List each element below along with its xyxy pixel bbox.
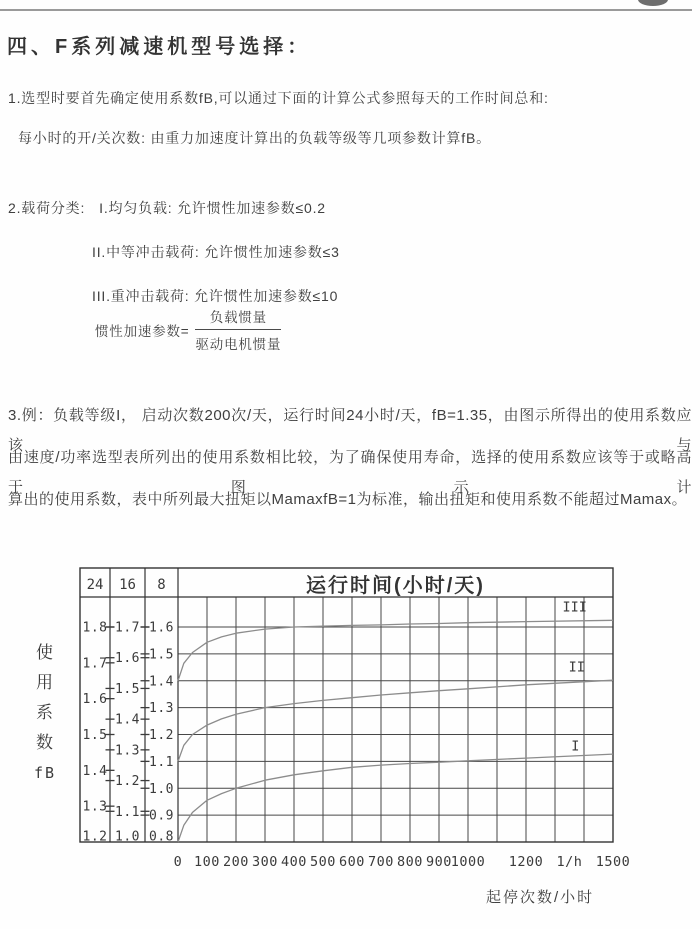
fb-scale-label: 1.2 xyxy=(149,728,174,743)
fb-scale-label: 1.2 xyxy=(82,829,108,845)
y-axis-label-char: 数 xyxy=(36,733,54,752)
step1-line1: 1.选型时要首先确定使用系数fB,可以通过下面的计算公式参照每天的工作时间总和: xyxy=(8,90,549,106)
fb-scale-label: 0.9 xyxy=(149,808,174,824)
curve-label-III: III xyxy=(562,599,587,616)
x-tick-label: 600 xyxy=(339,854,365,870)
curve-label-II: II xyxy=(568,659,585,676)
fb-scale-label: 0.8 xyxy=(149,829,174,845)
step2-label: 2.载荷分类: xyxy=(8,200,86,216)
example-line-3: 算出的使用系数，表中所列最大扭矩以MamaxfB=1为标准，输出扭矩和使用系数不能超过Mamax。 xyxy=(8,491,688,508)
logo-fragment-icon xyxy=(638,0,668,6)
fb-scale-label: 1.5 xyxy=(149,647,174,663)
fb-scale-label: 1.5 xyxy=(82,728,108,743)
fb-scale-label: 1.7 xyxy=(82,656,108,672)
x-tick-label: 1500 xyxy=(595,854,631,870)
x-tick-label: 800 xyxy=(397,854,423,870)
section-title: 四、F系列减速机型号选择： xyxy=(7,36,312,58)
inertia-formula xyxy=(95,306,281,353)
fb-scale-label: 1.3 xyxy=(149,701,174,717)
fb-scale-label: 1.1 xyxy=(149,754,174,770)
formula-denominator: 驱动电机惯量 xyxy=(195,337,282,352)
fb-scale-label: 1.3 xyxy=(115,743,140,759)
fb-scale-label: 1.0 xyxy=(115,829,140,845)
top-rule xyxy=(0,9,692,11)
example-line-2: 由速度/功率选型表所列出的使用系数相比较，为了确保使用寿命，选择的使用系数应该等于或略高于图示计 xyxy=(8,449,692,496)
fb-scale-label: 1.7 xyxy=(115,620,140,636)
fb-scale-label: 1.5 xyxy=(115,681,140,697)
x-tick-label: 300 xyxy=(252,854,278,870)
y-axis-label-char: 系 xyxy=(36,703,54,722)
x-tick-label: 700 xyxy=(368,854,394,870)
y-axis-label xyxy=(28,638,62,788)
x-tick-label: 400 xyxy=(281,854,307,870)
curve-label-I: I xyxy=(571,738,580,755)
fb-scale-label: 1.6 xyxy=(149,620,174,636)
load-class-item-3: III.重冲击载荷: 允许惯性加速参数≤10 xyxy=(92,288,339,304)
fb-scale-label: 1.3 xyxy=(82,799,108,815)
curve-I xyxy=(178,754,613,842)
formula-numerator: 负载惯量 xyxy=(195,306,281,330)
y-axis-label-char: fB xyxy=(33,764,57,782)
fb-chart-canvas xyxy=(0,555,700,929)
hours-column-header: 16 xyxy=(119,577,136,593)
curve-III xyxy=(178,620,613,681)
fb-scale-label: 1.4 xyxy=(82,763,108,779)
hours-column-header: 24 xyxy=(86,577,104,593)
y-axis-label-char: 使 xyxy=(36,643,54,662)
load-class-item-2: II.中等冲击载荷: 允许惯性加速参数≤3 xyxy=(92,244,340,260)
y-axis-label-char: 用 xyxy=(36,673,54,692)
formula-fraction xyxy=(195,306,281,353)
step2-row xyxy=(8,198,326,218)
formula-lhs: 惯性加速参数= xyxy=(95,323,190,339)
example-line-1: 3.例：负载等级I， 启动次数200次/天，运行时间24小时/天，fB=1.35，由图示所得出的使用系数应该与 xyxy=(8,407,692,454)
fb-scale-label: 1.8 xyxy=(82,620,108,636)
curve-II xyxy=(178,680,613,761)
step3-example xyxy=(8,401,692,527)
fb-scale-label: 1.1 xyxy=(115,804,140,820)
fb-scale-label: 1.4 xyxy=(149,674,174,690)
hours-column-header: 8 xyxy=(157,577,166,593)
x-tick-label: 1/h xyxy=(556,854,583,870)
load-class-item-1: I.均匀负载: 允许惯性加速参数≤0.2 xyxy=(99,200,326,216)
x-tick-label: 500 xyxy=(310,854,336,870)
fb-scale-label: 1.6 xyxy=(115,651,140,667)
x-tick-label: 1000 xyxy=(450,854,486,870)
x-axis-label: 起停次数/小时 xyxy=(486,889,595,906)
x-tick-label: 100 xyxy=(194,854,220,870)
step1-line2: 每小时的开/关次数: 由重力加速度计算出的负载等级等几项参数计算fB。 xyxy=(18,130,491,146)
chart-title: 运行时间(小时/天) xyxy=(306,575,485,597)
selection-chart xyxy=(0,555,700,929)
fb-scale-label: 1.4 xyxy=(115,712,140,728)
x-tick-label: 200 xyxy=(223,854,249,870)
fb-scale-label: 1.2 xyxy=(115,774,140,790)
x-tick-label: 0 xyxy=(173,854,183,870)
x-tick-label: 1200 xyxy=(508,854,544,870)
fb-scale-label: 1.6 xyxy=(82,692,108,708)
fb-scale-label: 1.0 xyxy=(149,781,174,797)
x-tick-label: 900 xyxy=(426,854,452,870)
